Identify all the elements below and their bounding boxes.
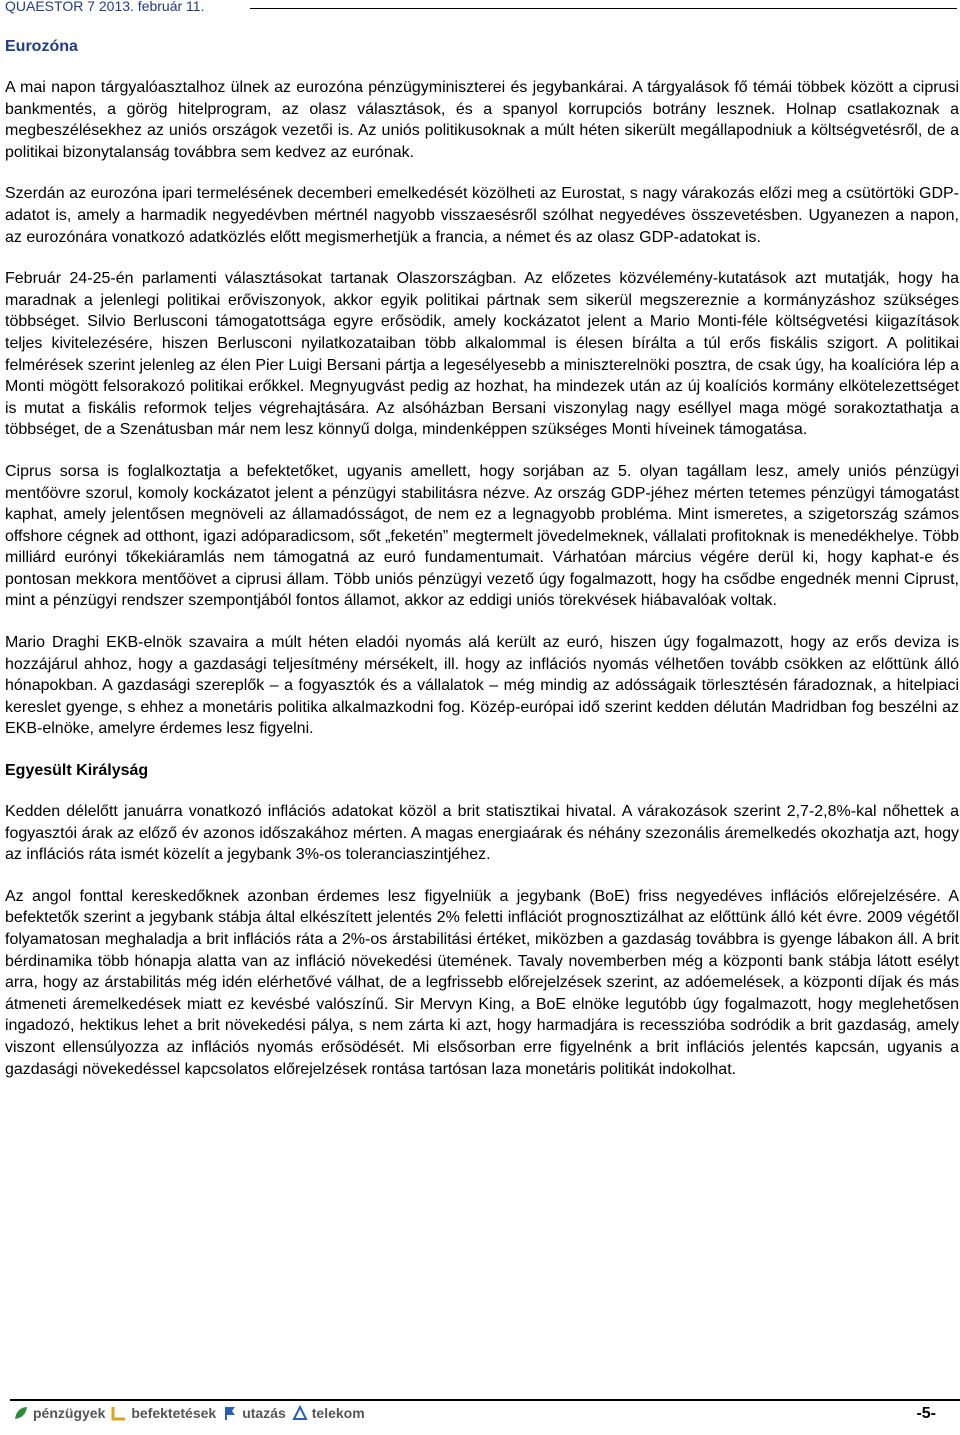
page-header (5, 0, 957, 16)
document-body (5, 36, 959, 1080)
paragraph: Február 24-25-én parlamenti választásokat tartanak Olaszországban. Az előzetes közvélemény-kutatások azt mutatják, hogy ha maradnak a jelenlegi politikai erőviszonyok, akkor egyik politikai pártnak sem sikerül megszereznie a kormányzáshoz szükséges többséget. Silvio Berlusconi támogatottsága egyre erősödik, amely kockázatot jelent a Mario Monti-féle költségvetési kiigazítások teljes kivitelezésére, hiszen Berlusconi nyilatkozataiban több alkalommal is élesen bírálta a túl erős fiskális szigort. A politikai felmérések szerint jelenleg az élen Pier Luigi Bersani pártja a legesélyesebb a miniszterelnöki posztra, de csak úgy, ha koalícióra lép a Monti mögött felsorakozó politikai erőkkel. Megnyugvást pedig az hozhat, ha mindezek után az új koalíciós kormány elkötelezettséget is mutat a fiskális reformok teljes végrehajtására. Az alsóházban Bersani viszonylag nagy eséllyel maga mögé sorakoztathatja a többséget, de a Szenátusban már nem lesz könnyű dolga, mindenképpen szükséges Monti híveinek támogatása. (5, 270, 959, 439)
logo-telekom (292, 1405, 365, 1421)
footer-rule (10, 1399, 960, 1401)
header-rule (250, 8, 957, 9)
paragraph: Ciprus sorsa is foglalkoztatja a befektetőket, ugyanis amellett, hogy sorjában az 5. olyan tagállam lesz, amely uniós pénzügyi mentőövre szorul, komoly kockázatot jelent a pénzügyi stabilitásra nézve. Az ország GDP-jéhez mérten tetemes pénzügyi támogatást kaphat, amely jelentősen megnöveli az államadósságot, de nem ez a legnagyobb probléma. Mint ismeretes, a szigetország számos offshore cégnek ad otthont, igazi adóparadicsom, sőt „feketén” megtermelt jövedelmeknek, vállalati profitoknak is menedékhelye. Több milliárd eurónyi tőkekiáramlás nem támogatná az euró fundamentumait. Várhatóan március végére derül ki, hogy kaphat-e és pontosan mekkora mentőövet a ciprusi állam. Több uniós pénzügyi vezető úgy fogalmazott, hogy ha csődbe engednék menni Ciprust, mint a pénzügyi rendszer szempontjából fontos államot, akkor az eddigi uniós törekvések hiábavalóak voltak. (5, 462, 959, 610)
footer-logo-strip (13, 1405, 365, 1421)
paragraph: Szerdán az eurozóna ipari termelésének decemberi emelkedését közölheti az Eurostat, s nagy várakozás előzi meg a csütörtöki GDP-adatot is, amely a harmadik negyedévben mértnél nagyobb visszaesésről szólhat negyedéves összevetésben. Ugyanezen a napon, az eurozónára vonatkozó adatközlés előtt megismerhetjük a francia, a német és az olasz GDP-adatokat is. (5, 185, 959, 246)
page-footer (10, 1395, 960, 1435)
logo-utazas (222, 1405, 286, 1421)
paragraph: Az angol fonttal kereskedőknek azonban érdemes lesz figyelniük a jegybank (BoE) friss negyedéves inflációs előrejelzésére. A befektetők szerint a jegybank stábja által elkészített jelentés 2% feletti inflációt prognosztizálhat az előttünk álló két évre. 2009 végétől folyamatosan meghaladja a brit inflációs ráta a 2%-os árstabilitási értéket, miközben a gazdaság továbbra is gyenge lábakon áll. A brit bérdinamika több hónapja alatta van az infláció növekedési ütemének. Tavaly novemberben még a központi bank stábja látott esélyt arra, hogy az árstabilitás még idén elérhetővé válhat, de a legfrissebb előrejelzések szerint, az adóemelések, a központi díjak és más átmeneti áremelkedések miatt ez kevésbé valószínű. Sir Mervyn King, a BoE elnöke legutóbb úgy fogalmazott, hogy meglehetősen ingadozó, hektikus lehet a brit növekedési pálya, s nem zárta ki azt, hogy harmadjára is recesszióba sodródik a brit gazdaság, amely viszont ellensúlyozza az inflációs nyomás erősödését. Mi elsősorban erre figyelnénk a brit inflációs jelentés kapcsán, ugyanis a gazdasági növekedéssel kapcsolatos előrejelzések rontása tartósan laza monetáris politikát indokolhat. (5, 887, 959, 1078)
antenna-icon (292, 1405, 308, 1421)
chart-icon (111, 1405, 127, 1421)
section-title-uk: Egyesült Királyság (5, 762, 149, 780)
leaf-icon (13, 1405, 29, 1421)
page-number: -5- (916, 1405, 936, 1422)
logo-label: befektetések (131, 1405, 217, 1421)
logo-label: pénzügyek (33, 1405, 106, 1421)
flag-icon (222, 1405, 238, 1421)
logo-label: telekom (311, 1405, 365, 1421)
paragraph: Mario Draghi EKB-elnök szavaira a múlt héten eladói nyomás alá került az euró, hiszen úgy fogalmazott, hogy az erős deviza is hozzájárul ahhoz, hogy a gazdasági teljesítmény mérsékelt, ill. hogy az inflációs nyomás vélhetően tovább csökken az előttünk álló hónapokban. A gazdasági szereplők – a fogyasztók és a vállalatok – még mindig az adósságaik törlesztésén fáradoznak, a hitelpiaci kereslet gyenge, s ehhez a monetáris politika alkalmazkodni fog. Közép-európai idő szerint kedden délután Madridban fog beszélni az EKB-elnöke, amelyre érdemes lesz figyelni. (5, 634, 959, 738)
paragraph: Kedden délelőtt januárra vonatkozó inflációs adatokat közöl a brit statisztikai hivatal. A várakozások szerint 2,7-2,8%-kal nőhettek a fogyasztói árak az előző év azonos időszakához mérten. A magas energiaárak és néhány szezonális áremelkedés okozhatja azt, hogy az inflációs ráta ismét közelít a jegybank 3%-os toleranciaszintjéhez. (5, 803, 959, 864)
logo-befektetesek (111, 1405, 216, 1421)
logo-label: utazás (242, 1405, 286, 1421)
paragraph: A mai napon tárgyalóasztalhoz ülnek az eurozóna pénzügyminiszterei és jegybankárai. A tárgyalások fő témái többek között a ciprusi bankmentés, a görög hitelprogram, az olasz választások, és a spanyol korrupciós botrány lesznek. Holnap csatlakoznak a megbeszélésekhez az uniós országok vezetői is. Az uniós politikusoknak a múlt héten sikerült megállapodniuk a költségvetésről, de a politikai bizonytalanság továbbra sem kedvez az eurónak. (5, 79, 959, 161)
section-title-eurozone: Eurozóna (5, 38, 78, 55)
header-title: QUAESTOR 7 2013. február 11. (5, 0, 205, 14)
logo-penzugyek (13, 1405, 105, 1421)
